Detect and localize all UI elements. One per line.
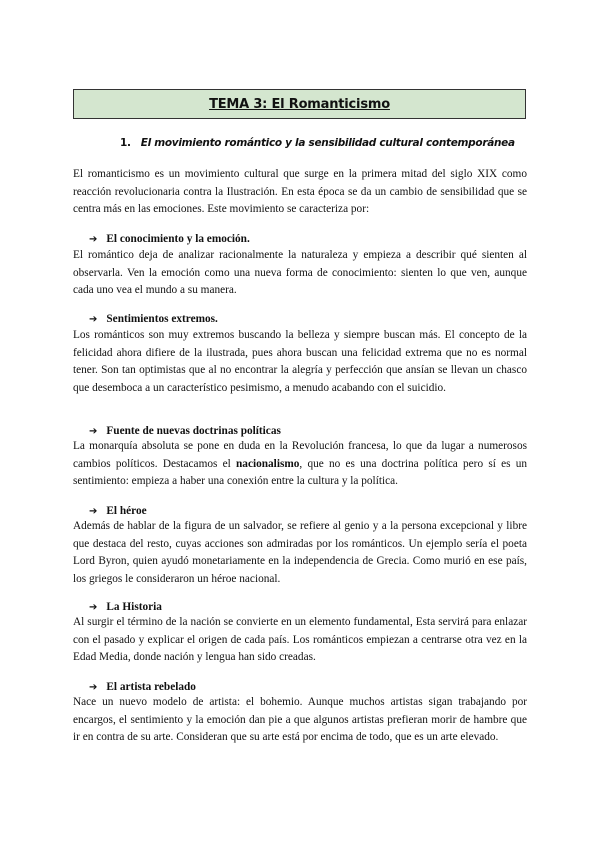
- item-paragraph-doctrinas: La monarquía absoluta se pone en duda en la Revolución francesa, lo que da lugar a numerosos cambios políticos. Destacamos el nacionalismo, que no es una doctrina política pero sí es un sentimiento: empieza a haber una conexión entre la cultura y la política.: [73, 440, 527, 488]
- arrow-right-icon: ➔: [89, 506, 98, 517]
- item-paragraph-artista: Nace un nuevo modelo de artista: el bohemio. Aunque muchos artistas sigan trabajando por encargos, el sentimiento y la emoción dan pie a que algunos artistas prefieran morir de hambre que ir en contra de su arte. Consideran que su arte está por encima de todo, que es un arte elevado.: [73, 696, 527, 744]
- item-heading-historia: ➔ La Historia: [89, 601, 162, 613]
- item-heading-sentimientos: ➔ Sentimientos extremos.: [89, 313, 218, 325]
- bold-term: nacionalismo: [236, 457, 300, 470]
- arrow-right-icon: ➔: [89, 426, 98, 437]
- section-title: El movimiento romántico y la sensibilidad cultural contemporánea: [140, 137, 515, 149]
- item-heading-heroe: ➔ El héroe: [89, 505, 147, 517]
- arrow-right-icon: ➔: [89, 314, 98, 325]
- section-heading: [120, 137, 540, 149]
- arrow-right-icon: ➔: [89, 602, 98, 613]
- arrow-right-icon: ➔: [89, 682, 98, 693]
- item-heading-artista: ➔ El artista rebelado: [89, 681, 196, 693]
- intro-paragraph: El romanticismo es un movimiento cultural que surge en la primera mitad del siglo XIX como reacción revolucionaria contra la Ilustración. En esta época se da un cambio de sensibilidad que se centra más en las emociones. Este movimiento se caracteriza por:: [73, 168, 527, 216]
- item-heading-doctrinas: ➔ Fuente de nuevas doctrinas políticas: [89, 425, 281, 437]
- item-heading-conocimiento: ➔ El conocimiento y la emoción.: [89, 233, 250, 245]
- item-paragraph-historia: Al surgir el término de la nación se convierte en un elemento fundamental, Esta servirá para enlazar con el pasado y explicar el origen de cada país. Los románticos empiezan a centrarse otra vez en la Edad Media, donde nación y lengua han sido creadas.: [73, 616, 527, 664]
- page-title: TEMA 3: El Romanticismo: [209, 96, 390, 112]
- arrow-right-icon: ➔: [89, 234, 98, 245]
- title-box: [73, 89, 526, 119]
- item-paragraph-heroe: Además de hablar de la figura de un salvador, se refiere al genio y a la persona excepcional y libre que destaca del resto, cuyas acciones son admiradas por los románticos. Un ejemplo sería el poeta Lord Byron, quien ayudó monetariamente en la independencia de Grecia. Como murió en ese país, los griegos le consideraron un héroe nacional.: [73, 520, 527, 586]
- item-paragraph-sentimientos: Los románticos son muy extremos buscando la belleza y siempre buscan más. El concepto de la felicidad ahora difiere de la ilustrada, pues ahora buscan una felicidad extrema que no es normal tener. Son tan optimistas que al no encontrar la alegría y perfección que ansían se llevan un chasco que desemboca a un característico pesimismo, a menudo acabando con el suicidio.: [73, 329, 527, 395]
- item-paragraph-conocimiento: El romántico deja de analizar racionalmente la naturaleza y empieza a describir qué sienten al observarla. Ven la emoción como una nueva forma de conocimiento: sienten lo que ven, aunque cada uno vea el mundo a su manera.: [73, 249, 527, 297]
- section-number: 1.: [120, 137, 131, 149]
